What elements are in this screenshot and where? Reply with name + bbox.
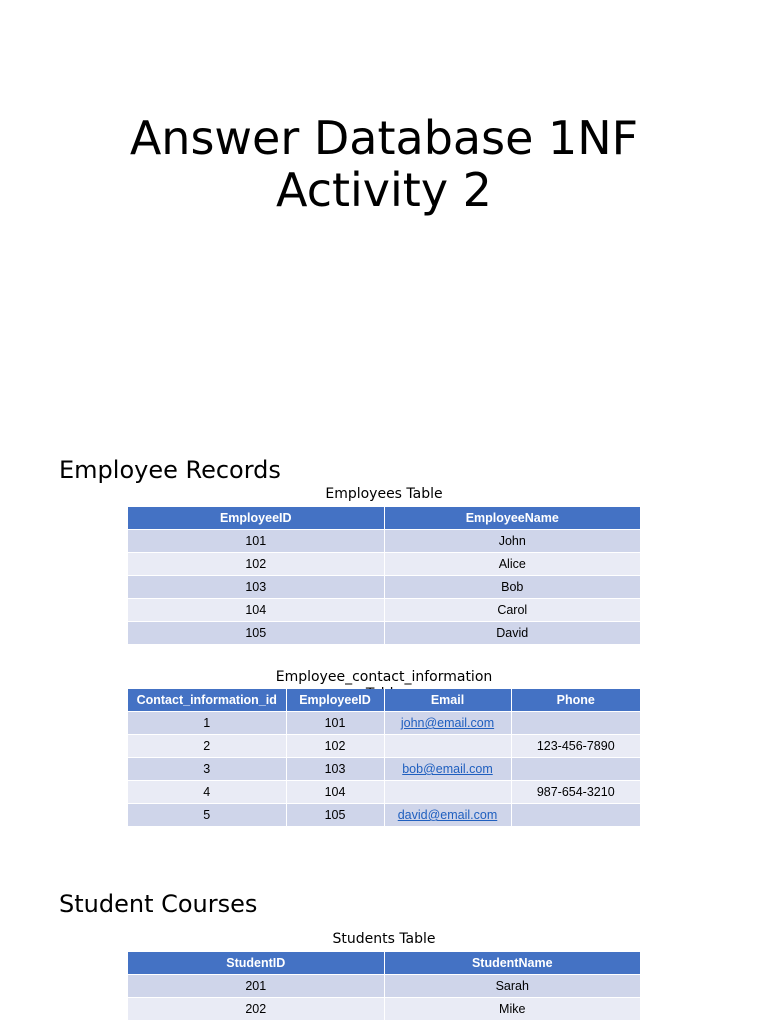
table-cell: 105 xyxy=(286,804,384,827)
table-cell: 202 xyxy=(128,998,384,1021)
table-row xyxy=(128,975,640,998)
table-cell xyxy=(511,712,640,735)
table-cell xyxy=(384,781,511,804)
table-cell: 5 xyxy=(128,804,286,827)
table-cell: 987-654-3210 xyxy=(511,781,640,804)
table-cell: 103 xyxy=(286,758,384,781)
table-row xyxy=(128,622,640,645)
column-header: EmployeeID xyxy=(128,507,384,530)
students-table xyxy=(128,952,640,1021)
table-cell: 102 xyxy=(128,553,384,576)
table-cell: 105 xyxy=(128,622,384,645)
table-row xyxy=(128,599,640,622)
table-cell: 1 xyxy=(128,712,286,735)
title-line-2: Activity 2 xyxy=(276,163,492,217)
table-cell xyxy=(384,712,511,735)
table-row xyxy=(128,576,640,599)
table-row xyxy=(128,781,640,804)
table-header-row xyxy=(128,952,640,975)
table-cell: John xyxy=(384,530,640,553)
employees-table-caption: Employees Table xyxy=(325,486,443,502)
table-row xyxy=(128,712,640,735)
table-cell: 102 xyxy=(286,735,384,758)
email-link[interactable]: bob@email.com xyxy=(402,762,493,776)
table-cell xyxy=(511,758,640,781)
table-row xyxy=(128,530,640,553)
column-header: Phone xyxy=(511,689,640,712)
column-header: StudentName xyxy=(384,952,640,975)
page-title xyxy=(0,112,768,216)
table-header-row xyxy=(128,689,640,712)
table-cell: 101 xyxy=(286,712,384,735)
email-link[interactable]: john@email.com xyxy=(400,716,495,730)
table-cell: 123-456-7890 xyxy=(511,735,640,758)
table-cell: 4 xyxy=(128,781,286,804)
title-line-1: Answer Database 1NF xyxy=(129,111,639,165)
column-header: Contact_information_id xyxy=(128,689,286,712)
table-row xyxy=(128,553,640,576)
table-cell xyxy=(511,804,640,827)
table-cell: 104 xyxy=(286,781,384,804)
contact-table xyxy=(128,689,640,827)
section-heading-student-courses: Student Courses xyxy=(59,890,258,918)
table-header-row xyxy=(128,507,640,530)
table-cell: 103 xyxy=(128,576,384,599)
section-heading-employee-records: Employee Records xyxy=(59,456,281,484)
table-cell: 3 xyxy=(128,758,286,781)
students-table-caption: Students Table xyxy=(332,931,436,947)
table-cell: Bob xyxy=(384,576,640,599)
contact-table-caption: Employee_contact_information xyxy=(275,669,493,685)
table-row xyxy=(128,758,640,781)
table-cell: 101 xyxy=(128,530,384,553)
column-header: StudentID xyxy=(128,952,384,975)
column-header: Email xyxy=(384,689,511,712)
table-cell xyxy=(384,758,511,781)
table-cell: 2 xyxy=(128,735,286,758)
table-cell: Alice xyxy=(384,553,640,576)
column-header: EmployeeName xyxy=(384,507,640,530)
table-row xyxy=(128,804,640,827)
table-row xyxy=(128,735,640,758)
table-cell: Mike xyxy=(384,998,640,1021)
table-cell: Carol xyxy=(384,599,640,622)
table-cell xyxy=(384,804,511,827)
table-cell: 104 xyxy=(128,599,384,622)
column-header: EmployeeID xyxy=(286,689,384,712)
table-cell: Sarah xyxy=(384,975,640,998)
table-cell: David xyxy=(384,622,640,645)
employees-table xyxy=(128,507,640,645)
table-row xyxy=(128,998,640,1021)
table-cell: 201 xyxy=(128,975,384,998)
email-link[interactable]: david@email.com xyxy=(397,808,498,822)
table-cell xyxy=(384,735,511,758)
